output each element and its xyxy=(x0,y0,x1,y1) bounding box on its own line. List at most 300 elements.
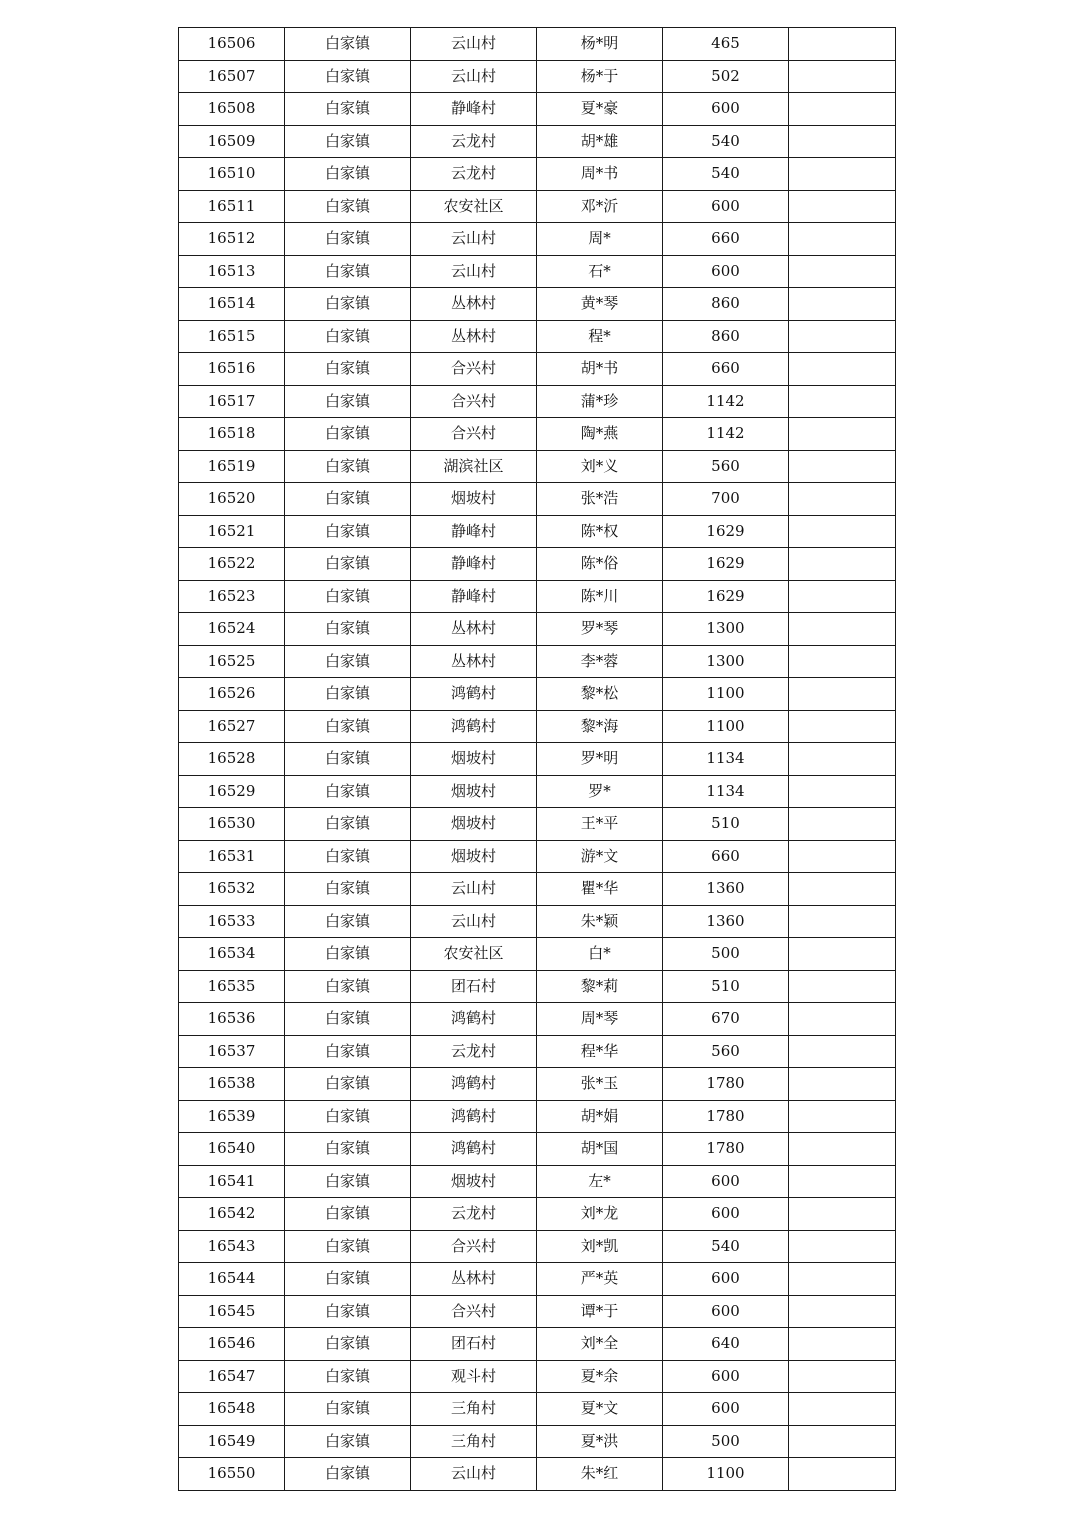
amount-cell: 560 xyxy=(663,450,789,483)
town-cell: 白家镇 xyxy=(285,775,411,808)
note-cell xyxy=(789,158,896,191)
town-cell: 白家镇 xyxy=(285,1425,411,1458)
name-cell: 周*书 xyxy=(537,158,663,191)
row-id-cell: 16519 xyxy=(179,450,285,483)
table-row xyxy=(179,1133,896,1166)
town-cell: 白家镇 xyxy=(285,60,411,93)
village-cell: 烟坡村 xyxy=(411,808,537,841)
name-cell: 刘*凯 xyxy=(537,1230,663,1263)
row-id-cell: 16523 xyxy=(179,580,285,613)
amount-cell: 700 xyxy=(663,483,789,516)
table-row xyxy=(179,1230,896,1263)
note-cell xyxy=(789,288,896,321)
village-cell: 烟坡村 xyxy=(411,743,537,776)
table-row xyxy=(179,1165,896,1198)
note-cell xyxy=(789,60,896,93)
amount-cell: 1780 xyxy=(663,1100,789,1133)
row-id-cell: 16507 xyxy=(179,60,285,93)
note-cell xyxy=(789,1230,896,1263)
village-cell: 云山村 xyxy=(411,905,537,938)
note-cell xyxy=(789,1198,896,1231)
table-row xyxy=(179,1263,896,1296)
table-row xyxy=(179,1003,896,1036)
village-cell: 团石村 xyxy=(411,970,537,1003)
row-id-cell: 16539 xyxy=(179,1100,285,1133)
name-cell: 胡*书 xyxy=(537,353,663,386)
row-id-cell: 16520 xyxy=(179,483,285,516)
table-row xyxy=(179,125,896,158)
table-row xyxy=(179,255,896,288)
amount-cell: 1134 xyxy=(663,743,789,776)
table-row xyxy=(179,548,896,581)
amount-cell: 540 xyxy=(663,1230,789,1263)
note-cell xyxy=(789,808,896,841)
table-row xyxy=(179,775,896,808)
note-cell xyxy=(789,905,896,938)
name-cell: 程* xyxy=(537,320,663,353)
town-cell: 白家镇 xyxy=(285,1295,411,1328)
note-cell xyxy=(789,710,896,743)
town-cell: 白家镇 xyxy=(285,1003,411,1036)
village-cell: 农安社区 xyxy=(411,938,537,971)
table-row xyxy=(179,450,896,483)
village-cell: 丛林村 xyxy=(411,1263,537,1296)
row-id-cell: 16544 xyxy=(179,1263,285,1296)
row-id-cell: 16513 xyxy=(179,255,285,288)
village-cell: 云龙村 xyxy=(411,1198,537,1231)
village-cell: 烟坡村 xyxy=(411,1165,537,1198)
note-cell xyxy=(789,1425,896,1458)
row-id-cell: 16532 xyxy=(179,873,285,906)
town-cell: 白家镇 xyxy=(285,580,411,613)
village-cell: 合兴村 xyxy=(411,385,537,418)
note-cell xyxy=(789,1328,896,1361)
note-cell xyxy=(789,385,896,418)
amount-cell: 1360 xyxy=(663,873,789,906)
row-id-cell: 16541 xyxy=(179,1165,285,1198)
name-cell: 张*浩 xyxy=(537,483,663,516)
village-cell: 云山村 xyxy=(411,873,537,906)
amount-cell: 1100 xyxy=(663,678,789,711)
town-cell: 白家镇 xyxy=(285,158,411,191)
row-id-cell: 16527 xyxy=(179,710,285,743)
note-cell xyxy=(789,320,896,353)
amount-cell: 600 xyxy=(663,1198,789,1231)
note-cell xyxy=(789,1295,896,1328)
note-cell xyxy=(789,1360,896,1393)
table-row xyxy=(179,873,896,906)
row-id-cell: 16540 xyxy=(179,1133,285,1166)
town-cell: 白家镇 xyxy=(285,223,411,256)
village-cell: 丛林村 xyxy=(411,320,537,353)
name-cell: 陶*燕 xyxy=(537,418,663,451)
name-cell: 刘*龙 xyxy=(537,1198,663,1231)
town-cell: 白家镇 xyxy=(285,710,411,743)
table-row xyxy=(179,1328,896,1361)
village-cell: 云龙村 xyxy=(411,125,537,158)
table-row xyxy=(179,288,896,321)
note-cell xyxy=(789,28,896,61)
town-cell: 白家镇 xyxy=(285,840,411,873)
amount-cell: 1629 xyxy=(663,580,789,613)
amount-cell: 600 xyxy=(663,1263,789,1296)
note-cell xyxy=(789,1003,896,1036)
name-cell: 邓*沂 xyxy=(537,190,663,223)
name-cell: 周* xyxy=(537,223,663,256)
town-cell: 白家镇 xyxy=(285,873,411,906)
name-cell: 夏*余 xyxy=(537,1360,663,1393)
village-cell: 云山村 xyxy=(411,223,537,256)
town-cell: 白家镇 xyxy=(285,1230,411,1263)
row-id-cell: 16514 xyxy=(179,288,285,321)
town-cell: 白家镇 xyxy=(285,743,411,776)
town-cell: 白家镇 xyxy=(285,905,411,938)
village-cell: 鸿鹤村 xyxy=(411,1003,537,1036)
town-cell: 白家镇 xyxy=(285,1165,411,1198)
amount-cell: 600 xyxy=(663,1165,789,1198)
table-row xyxy=(179,905,896,938)
village-cell: 鸿鹤村 xyxy=(411,678,537,711)
town-cell: 白家镇 xyxy=(285,678,411,711)
note-cell xyxy=(789,775,896,808)
amount-cell: 600 xyxy=(663,93,789,126)
village-cell: 观斗村 xyxy=(411,1360,537,1393)
note-cell xyxy=(789,515,896,548)
table-row xyxy=(179,1393,896,1426)
amount-cell: 600 xyxy=(663,255,789,288)
amount-cell: 1360 xyxy=(663,905,789,938)
amount-cell: 540 xyxy=(663,125,789,158)
row-id-cell: 16536 xyxy=(179,1003,285,1036)
town-cell: 白家镇 xyxy=(285,483,411,516)
name-cell: 瞿*华 xyxy=(537,873,663,906)
amount-cell: 1300 xyxy=(663,645,789,678)
table-row xyxy=(179,1425,896,1458)
row-id-cell: 16515 xyxy=(179,320,285,353)
amount-cell: 600 xyxy=(663,1360,789,1393)
town-cell: 白家镇 xyxy=(285,93,411,126)
amount-cell: 660 xyxy=(663,223,789,256)
village-cell: 丛林村 xyxy=(411,645,537,678)
row-id-cell: 16526 xyxy=(179,678,285,711)
amount-cell: 560 xyxy=(663,1035,789,1068)
name-cell: 朱*颖 xyxy=(537,905,663,938)
village-cell: 云龙村 xyxy=(411,158,537,191)
table-row xyxy=(179,158,896,191)
name-cell: 黄*琴 xyxy=(537,288,663,321)
town-cell: 白家镇 xyxy=(285,125,411,158)
town-cell: 白家镇 xyxy=(285,1328,411,1361)
town-cell: 白家镇 xyxy=(285,320,411,353)
name-cell: 左* xyxy=(537,1165,663,1198)
name-cell: 夏*文 xyxy=(537,1393,663,1426)
table-row xyxy=(179,223,896,256)
name-cell: 谭*于 xyxy=(537,1295,663,1328)
row-id-cell: 16537 xyxy=(179,1035,285,1068)
row-id-cell: 16521 xyxy=(179,515,285,548)
note-cell xyxy=(789,255,896,288)
town-cell: 白家镇 xyxy=(285,28,411,61)
name-cell: 刘*全 xyxy=(537,1328,663,1361)
row-id-cell: 16516 xyxy=(179,353,285,386)
name-cell: 蒲*珍 xyxy=(537,385,663,418)
row-id-cell: 16525 xyxy=(179,645,285,678)
village-cell: 云山村 xyxy=(411,255,537,288)
table-row xyxy=(179,93,896,126)
village-cell: 丛林村 xyxy=(411,613,537,646)
amount-cell: 860 xyxy=(663,320,789,353)
village-cell: 鸿鹤村 xyxy=(411,1068,537,1101)
note-cell xyxy=(789,125,896,158)
name-cell: 胡*娟 xyxy=(537,1100,663,1133)
amount-cell: 860 xyxy=(663,288,789,321)
row-id-cell: 16538 xyxy=(179,1068,285,1101)
amount-cell: 510 xyxy=(663,970,789,1003)
town-cell: 白家镇 xyxy=(285,808,411,841)
amount-cell: 465 xyxy=(663,28,789,61)
note-cell xyxy=(789,450,896,483)
amount-cell: 600 xyxy=(663,1295,789,1328)
table-row xyxy=(179,710,896,743)
note-cell xyxy=(789,223,896,256)
village-cell: 云山村 xyxy=(411,28,537,61)
town-cell: 白家镇 xyxy=(285,1068,411,1101)
amount-cell: 1134 xyxy=(663,775,789,808)
table-row xyxy=(179,60,896,93)
table-row xyxy=(179,1035,896,1068)
village-cell: 静峰村 xyxy=(411,580,537,613)
village-cell: 烟坡村 xyxy=(411,775,537,808)
town-cell: 白家镇 xyxy=(285,1360,411,1393)
table-row xyxy=(179,28,896,61)
note-cell xyxy=(789,1133,896,1166)
town-cell: 白家镇 xyxy=(285,1100,411,1133)
name-cell: 杨*于 xyxy=(537,60,663,93)
note-cell xyxy=(789,613,896,646)
town-cell: 白家镇 xyxy=(285,1458,411,1491)
village-cell: 云山村 xyxy=(411,1458,537,1491)
name-cell: 李*蓉 xyxy=(537,645,663,678)
note-cell xyxy=(789,353,896,386)
name-cell: 程*华 xyxy=(537,1035,663,1068)
row-id-cell: 16534 xyxy=(179,938,285,971)
note-cell xyxy=(789,93,896,126)
amount-cell: 640 xyxy=(663,1328,789,1361)
row-id-cell: 16506 xyxy=(179,28,285,61)
table-row xyxy=(179,1100,896,1133)
amount-cell: 1629 xyxy=(663,515,789,548)
note-cell xyxy=(789,1263,896,1296)
table-row xyxy=(179,743,896,776)
note-cell xyxy=(789,1068,896,1101)
row-id-cell: 16509 xyxy=(179,125,285,158)
amount-cell: 660 xyxy=(663,840,789,873)
name-cell: 朱*红 xyxy=(537,1458,663,1491)
table-row xyxy=(179,320,896,353)
row-id-cell: 16531 xyxy=(179,840,285,873)
village-cell: 三角村 xyxy=(411,1393,537,1426)
village-cell: 团石村 xyxy=(411,1328,537,1361)
row-id-cell: 16542 xyxy=(179,1198,285,1231)
village-cell: 鸿鹤村 xyxy=(411,1133,537,1166)
town-cell: 白家镇 xyxy=(285,353,411,386)
name-cell: 黎*松 xyxy=(537,678,663,711)
table-row xyxy=(179,580,896,613)
table-row xyxy=(179,190,896,223)
village-cell: 静峰村 xyxy=(411,548,537,581)
amount-cell: 600 xyxy=(663,1393,789,1426)
note-cell xyxy=(789,548,896,581)
row-id-cell: 16512 xyxy=(179,223,285,256)
row-id-cell: 16550 xyxy=(179,1458,285,1491)
row-id-cell: 16524 xyxy=(179,613,285,646)
amount-cell: 1780 xyxy=(663,1133,789,1166)
name-cell: 游*文 xyxy=(537,840,663,873)
village-cell: 云龙村 xyxy=(411,1035,537,1068)
name-cell: 王*平 xyxy=(537,808,663,841)
table-row xyxy=(179,1068,896,1101)
village-cell: 合兴村 xyxy=(411,1295,537,1328)
roster-table xyxy=(178,27,896,1491)
amount-cell: 510 xyxy=(663,808,789,841)
amount-cell: 500 xyxy=(663,938,789,971)
table-row xyxy=(179,808,896,841)
amount-cell: 670 xyxy=(663,1003,789,1036)
village-cell: 静峰村 xyxy=(411,93,537,126)
town-cell: 白家镇 xyxy=(285,938,411,971)
table-row xyxy=(179,970,896,1003)
village-cell: 丛林村 xyxy=(411,288,537,321)
table-row xyxy=(179,515,896,548)
town-cell: 白家镇 xyxy=(285,1133,411,1166)
town-cell: 白家镇 xyxy=(285,190,411,223)
name-cell: 罗*琴 xyxy=(537,613,663,646)
note-cell xyxy=(789,840,896,873)
amount-cell: 1100 xyxy=(663,710,789,743)
table-row xyxy=(179,483,896,516)
note-cell xyxy=(789,970,896,1003)
note-cell xyxy=(789,483,896,516)
note-cell xyxy=(789,190,896,223)
name-cell: 夏*豪 xyxy=(537,93,663,126)
note-cell xyxy=(789,645,896,678)
note-cell xyxy=(789,1165,896,1198)
roster-table-body xyxy=(179,28,896,1491)
row-id-cell: 16548 xyxy=(179,1393,285,1426)
name-cell: 胡*雄 xyxy=(537,125,663,158)
note-cell xyxy=(789,743,896,776)
village-cell: 云山村 xyxy=(411,60,537,93)
table-row xyxy=(179,1198,896,1231)
table-row xyxy=(179,678,896,711)
row-id-cell: 16530 xyxy=(179,808,285,841)
village-cell: 合兴村 xyxy=(411,418,537,451)
town-cell: 白家镇 xyxy=(285,1393,411,1426)
row-id-cell: 16517 xyxy=(179,385,285,418)
table-row xyxy=(179,1458,896,1491)
amount-cell: 1100 xyxy=(663,1458,789,1491)
village-cell: 合兴村 xyxy=(411,353,537,386)
town-cell: 白家镇 xyxy=(285,1263,411,1296)
amount-cell: 502 xyxy=(663,60,789,93)
note-cell xyxy=(789,873,896,906)
town-cell: 白家镇 xyxy=(285,450,411,483)
town-cell: 白家镇 xyxy=(285,970,411,1003)
note-cell xyxy=(789,938,896,971)
village-cell: 合兴村 xyxy=(411,1230,537,1263)
name-cell: 张*玉 xyxy=(537,1068,663,1101)
town-cell: 白家镇 xyxy=(285,255,411,288)
village-cell: 三角村 xyxy=(411,1425,537,1458)
town-cell: 白家镇 xyxy=(285,515,411,548)
amount-cell: 1142 xyxy=(663,418,789,451)
village-cell: 鸿鹤村 xyxy=(411,710,537,743)
amount-cell: 600 xyxy=(663,190,789,223)
note-cell xyxy=(789,1035,896,1068)
row-id-cell: 16549 xyxy=(179,1425,285,1458)
amount-cell: 500 xyxy=(663,1425,789,1458)
table-row xyxy=(179,1360,896,1393)
row-id-cell: 16522 xyxy=(179,548,285,581)
name-cell: 夏*洪 xyxy=(537,1425,663,1458)
note-cell xyxy=(789,418,896,451)
row-id-cell: 16529 xyxy=(179,775,285,808)
row-id-cell: 16511 xyxy=(179,190,285,223)
amount-cell: 1300 xyxy=(663,613,789,646)
row-id-cell: 16545 xyxy=(179,1295,285,1328)
name-cell: 罗*明 xyxy=(537,743,663,776)
table-row xyxy=(179,353,896,386)
name-cell: 严*英 xyxy=(537,1263,663,1296)
name-cell: 刘*义 xyxy=(537,450,663,483)
amount-cell: 540 xyxy=(663,158,789,191)
row-id-cell: 16508 xyxy=(179,93,285,126)
note-cell xyxy=(789,678,896,711)
table-row xyxy=(179,840,896,873)
row-id-cell: 16543 xyxy=(179,1230,285,1263)
name-cell: 罗* xyxy=(537,775,663,808)
village-cell: 农安社区 xyxy=(411,190,537,223)
row-id-cell: 16528 xyxy=(179,743,285,776)
note-cell xyxy=(789,1393,896,1426)
town-cell: 白家镇 xyxy=(285,548,411,581)
table-row xyxy=(179,645,896,678)
amount-cell: 1142 xyxy=(663,385,789,418)
row-id-cell: 16546 xyxy=(179,1328,285,1361)
name-cell: 胡*国 xyxy=(537,1133,663,1166)
table-row xyxy=(179,1295,896,1328)
amount-cell: 1780 xyxy=(663,1068,789,1101)
village-cell: 烟坡村 xyxy=(411,483,537,516)
row-id-cell: 16518 xyxy=(179,418,285,451)
village-cell: 静峰村 xyxy=(411,515,537,548)
town-cell: 白家镇 xyxy=(285,385,411,418)
name-cell: 石* xyxy=(537,255,663,288)
town-cell: 白家镇 xyxy=(285,1198,411,1231)
note-cell xyxy=(789,1458,896,1491)
row-id-cell: 16535 xyxy=(179,970,285,1003)
table-row xyxy=(179,385,896,418)
row-id-cell: 16533 xyxy=(179,905,285,938)
name-cell: 杨*明 xyxy=(537,28,663,61)
town-cell: 白家镇 xyxy=(285,613,411,646)
amount-cell: 1629 xyxy=(663,548,789,581)
name-cell: 白* xyxy=(537,938,663,971)
town-cell: 白家镇 xyxy=(285,1035,411,1068)
table-row xyxy=(179,613,896,646)
table-row xyxy=(179,938,896,971)
row-id-cell: 16547 xyxy=(179,1360,285,1393)
